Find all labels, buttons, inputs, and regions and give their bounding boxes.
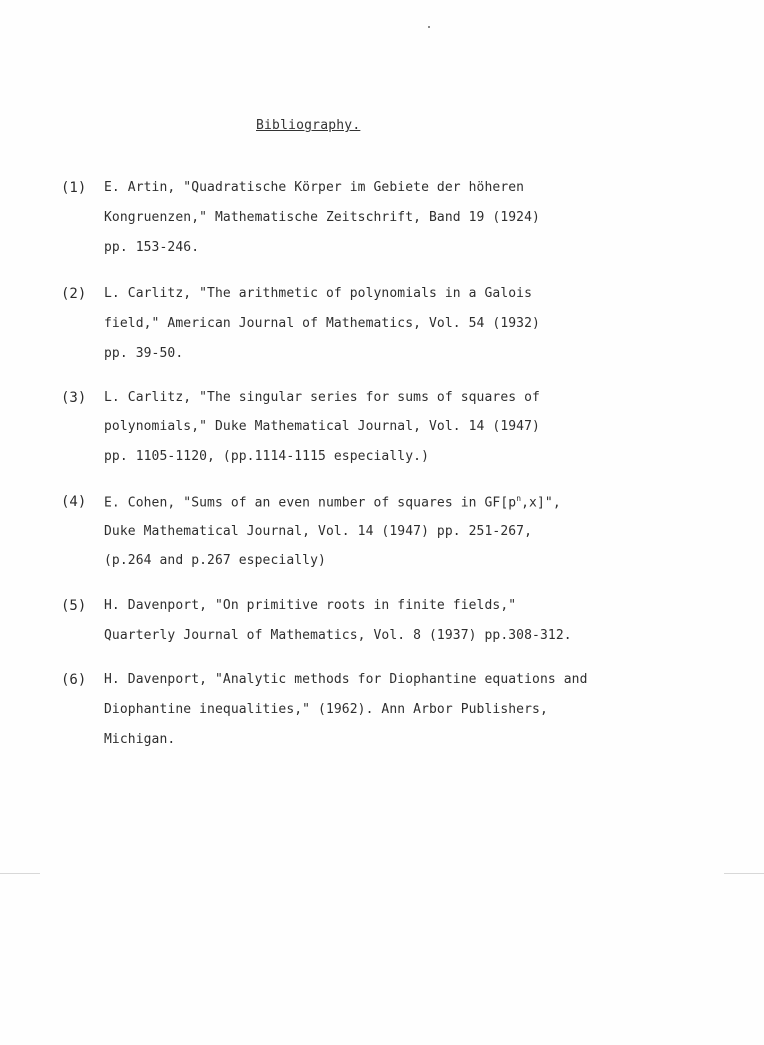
reference-line: (p.264 and p.267 especially) [104, 553, 326, 568]
reference-line: Kongruenzen," Mathematische Zeitschrift, Band 19 (1924) [104, 210, 540, 225]
reference-line-text: ,x]", [521, 495, 561, 511]
page-title: Bibliography. [256, 118, 361, 133]
reference-line: E. Artin, "Quadratische Körper im Gebiete der höheren [104, 180, 525, 195]
superscript: n [516, 494, 522, 503]
reference-line: pp. 153-246. [104, 240, 200, 255]
reference-number: (4) [61, 494, 87, 510]
reference-number: (3) [61, 390, 87, 406]
reference-line: field," American Journal of Mathematics, Vol. 54 (1932) [104, 316, 540, 331]
reference-line: polynomials," Duke Mathematical Journal, Vol. 14 (1947) [104, 419, 540, 434]
reference-line: H. Davenport, "Analytic methods for Diophantine equations and [104, 672, 588, 687]
reference-number: (2) [61, 286, 87, 302]
reference-number: (6) [61, 672, 87, 688]
reference-line: pp. 1105-1120, (pp.1114-1115 especially.) [104, 449, 429, 464]
reference-line: H. Davenport, "On primitive roots in finite fields," [104, 598, 517, 613]
reference-line: L. Carlitz, "The singular series for sums of squares of [104, 390, 540, 405]
reference-number: (1) [61, 180, 87, 196]
scan-edge-line [724, 873, 764, 874]
reference-line-text: E. Cohen, "Sums of an even number of squares in GF[p [104, 495, 517, 511]
scan-edge-line [0, 873, 40, 874]
reference-line: Michigan. [104, 732, 176, 747]
ink-speck [428, 26, 430, 28]
reference-line: L. Carlitz, "The arithmetic of polynomials in a Galois [104, 286, 533, 301]
reference-line [104, 494, 561, 510]
reference-line: Duke Mathematical Journal, Vol. 14 (1947) pp. 251-267, [104, 524, 533, 539]
reference-line: Quarterly Journal of Mathematics, Vol. 8 (1937) pp.308-312. [104, 628, 572, 643]
reference-number: (5) [61, 598, 87, 614]
reference-line: Diophantine inequalities," (1962). Ann Arbor Publishers, [104, 702, 548, 717]
reference-line: pp. 39-50. [104, 346, 184, 361]
